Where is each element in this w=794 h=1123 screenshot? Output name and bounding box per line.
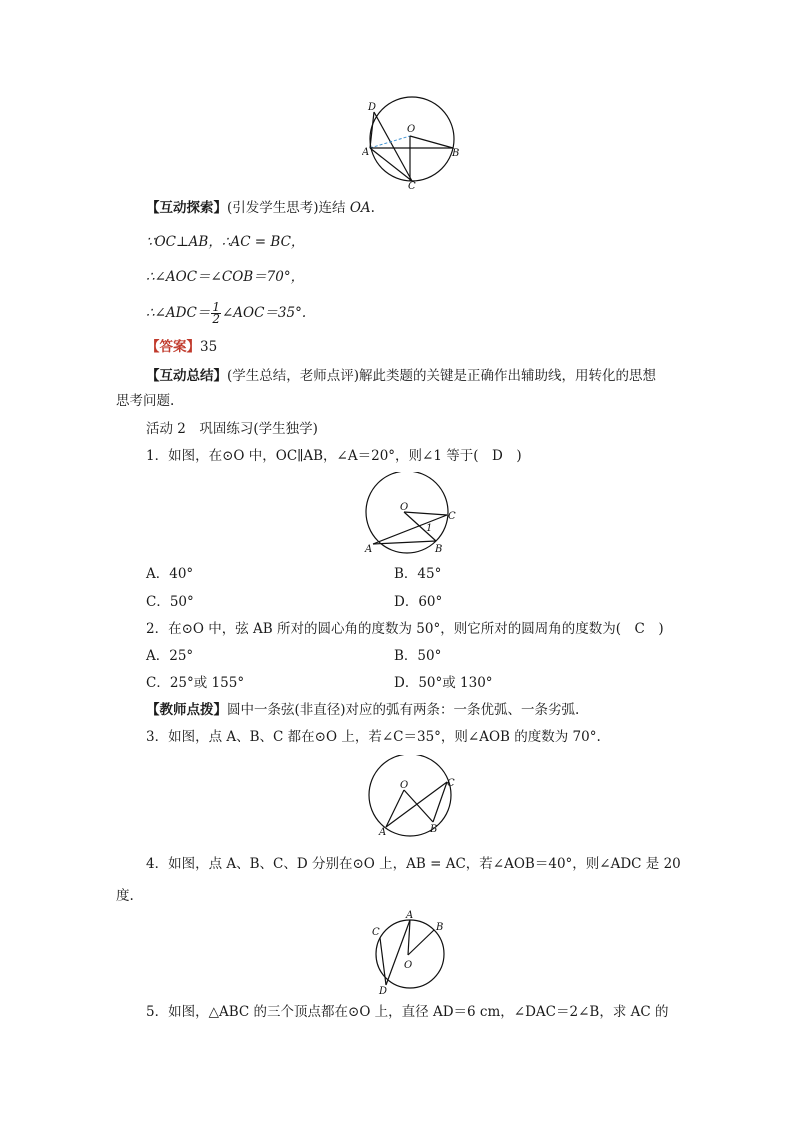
teacher-tip-heading: 【教师点拨】 <box>146 702 227 718</box>
teacher-tip <box>146 701 579 719</box>
proof-line-1: ∵OC⊥AB，∴AC = BC， <box>146 234 305 250</box>
fraction-denominator: 2 <box>212 312 220 326</box>
explore-text-c: . <box>370 200 375 216</box>
proof-line-3 <box>146 300 306 326</box>
question-4-stem-1: 4．如图，点 A、B、C、D 分别在⊙O 上，AB = AC，若∠AOB＝40°，则∠ADC 是 20 <box>146 856 681 872</box>
fig2-label-a: A <box>365 544 373 555</box>
activity-2-heading: 活动 2 巩固练习(学生独学) <box>146 421 318 437</box>
q1-option-b: B．45° <box>394 566 442 582</box>
fig1-label-a: A <box>362 147 370 158</box>
fig1-label-d: D <box>368 102 377 113</box>
figure-1-circle <box>362 92 462 192</box>
answer-value: 35 <box>200 339 218 355</box>
figure-3-circle <box>360 755 464 839</box>
fig1-label-b: B <box>452 148 460 159</box>
q1-option-a: A．40° <box>146 566 194 582</box>
fig3-label-a: A <box>379 827 387 838</box>
fig3-label-o: O <box>400 780 409 791</box>
proof-line-3-a: ∴∠ADC＝ <box>146 305 211 321</box>
answer-heading: 【答案】 <box>146 339 200 355</box>
summary-heading: 【互动总结】 <box>146 368 227 384</box>
q2-option-a: A．25° <box>146 648 194 664</box>
question-4-stem-2: 度. <box>116 888 134 904</box>
summary-line-1 <box>146 367 656 385</box>
figure-4-circle <box>370 910 450 996</box>
summary-line-2: 思考问题. <box>116 393 175 409</box>
explore-text-a: (引发学生思考)连结 <box>227 200 350 216</box>
question-3-stem: 3．如图，点 A、B、C 都在⊙O 上，若∠C＝35°，则∠AOB 的度数为 70°. <box>146 729 601 745</box>
fig4-label-a: A <box>406 910 414 921</box>
figure-2-circle <box>360 472 460 556</box>
q2-option-b: B．50° <box>394 648 442 664</box>
explore-text-b: OA <box>349 200 371 216</box>
teacher-tip-text: 圆中一条弦(非直径)对应的弧有两条：一条优弧、一条劣弧. <box>227 702 580 718</box>
fraction-numerator: 1 <box>212 300 220 314</box>
fig1-label-o: O <box>407 124 416 135</box>
explore-heading: 【互动探索】 <box>146 200 227 216</box>
summary-text-1: (学生总结，老师点评)解此类题的关键是正确作出辅助线，用转化的思想 <box>227 368 657 384</box>
question-5-stem: 5．如图，△ABC 的三个顶点都在⊙O 上，直径 AD＝6 cm，∠DAC＝2∠B，求 AC 的 <box>146 1004 669 1020</box>
fig4-label-d: D <box>379 986 388 996</box>
question-1-stem: 1．如图，在⊙O 中，OC∥AB，∠A＝20°，则∠1 等于( D ) <box>146 448 522 464</box>
fig4-label-b: B <box>436 922 444 933</box>
fig3-label-c: C <box>447 778 455 789</box>
fig2-label-o: O <box>400 502 409 513</box>
fig4-label-o: O <box>404 960 413 971</box>
answer-line <box>146 338 217 356</box>
q2-option-d: D．50°或 130° <box>394 675 493 691</box>
fig1-label-c: C <box>408 181 416 192</box>
fig2-label-b: B <box>435 544 443 555</box>
fig3-label-b: B <box>430 824 438 835</box>
fig2-label-c: C <box>448 511 456 522</box>
fig2-label-1: 1 <box>426 523 433 534</box>
fig4-label-c: C <box>372 927 380 938</box>
proof-line-3-b: ∠AOC＝35°. <box>221 305 307 321</box>
q1-option-c: C．50° <box>146 594 194 610</box>
question-2-stem: 2．在⊙O 中，弦 AB 所对的圆心角的度数为 50°，则它所对的圆周角的度数为( C ) <box>146 621 664 637</box>
q1-option-d: D．60° <box>394 594 443 610</box>
q2-option-c: C．25°或 155° <box>146 675 245 691</box>
explore-paragraph <box>146 199 375 217</box>
fraction-one-half <box>211 302 221 325</box>
proof-line-2: ∴∠AOC＝∠COB＝70°， <box>146 269 305 285</box>
